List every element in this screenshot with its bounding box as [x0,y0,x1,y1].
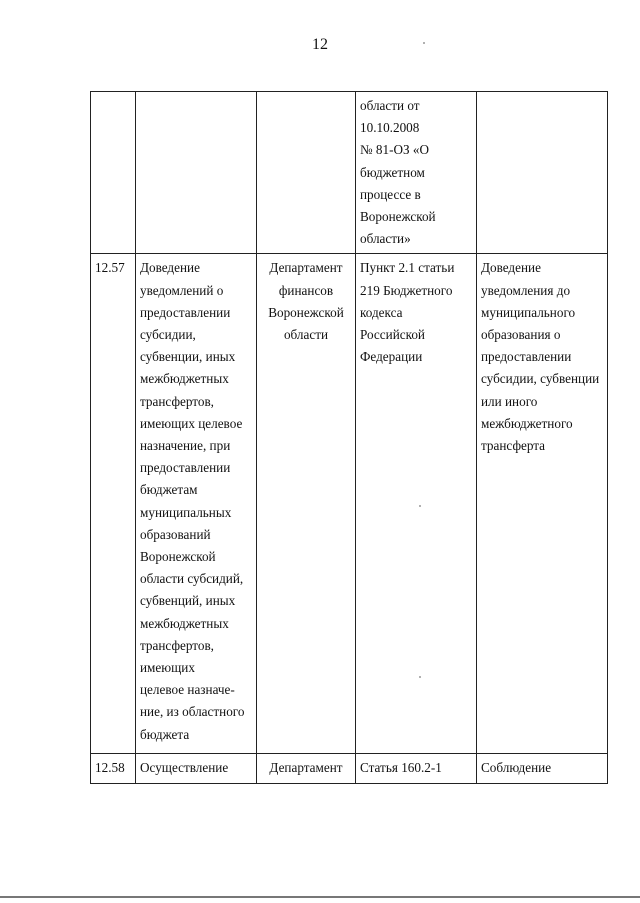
cell-text-line: предоставлении [140,304,231,320]
cell-text-line: назначение, при [140,438,231,454]
scan-speck [423,42,425,44]
cell-text-line: имеющих [140,660,195,676]
cell-text-line: 10.10.2008 [360,120,420,136]
cell-department [257,92,356,254]
page-bottom-edge [0,896,640,898]
cell-text-line: муниципальных [140,504,232,520]
cell-text-line: Воронежской [360,209,436,225]
regulation-table [90,91,608,784]
cell-text-line: 219 Бюджетного [360,282,453,298]
cell-text-line: уведомления до [481,282,571,298]
cell-text-line: трансфертов, [140,393,214,409]
cell-text-line: № 81-ОЗ «О [360,142,430,158]
cell-legal-basis [356,754,477,783]
cell-text-line: Воронежской [268,304,344,320]
cell-department [257,254,356,754]
page-number: 12 [312,36,328,53]
cell-text-line: предоставлении [140,460,231,476]
cell-result [477,92,608,254]
cell-text-line: образований [140,526,211,542]
cell-text-line: трансферта [481,438,546,454]
cell-text-line: субвенции, иных [140,349,236,365]
cell-department [257,754,356,783]
cell-text-line: Департамент [269,260,343,276]
cell-text-line: Российской [360,327,425,343]
table-row-continued [91,92,608,254]
cell-text-line: трансфертов, [140,637,214,653]
cell-text-line: области от [360,98,420,113]
cell-legal-basis [356,92,477,254]
cell-text-line: области [283,327,329,343]
cell-num [91,92,136,254]
cell-text-line: Осуществление [140,760,229,776]
cell-text-line: области субсидий, [140,571,244,587]
cell-text-line: Доведение [481,260,541,276]
cell-num: 12.58 [91,754,136,783]
cell-result [477,254,608,754]
cell-text-line: имеющих целевое [140,415,243,431]
cell-text-line: межбюджетных [140,615,229,631]
cell-text-line: уведомлений о [140,282,224,298]
cell-text-line: бюджетном [360,164,425,180]
cell-text-line: образования о [481,327,561,343]
cell-text-line: субвенций, иных [140,593,236,609]
cell-text-line: ние, из областного [140,704,245,720]
cell-text-line: финансов [278,282,334,298]
cell-text-line: субсидии, субвенции [481,371,600,387]
scan-speck [419,676,421,678]
cell-legal-basis [356,254,477,754]
cell-description [136,92,257,254]
cell-text-line: области» [360,231,411,247]
cell-text-line: межбюджетных [140,371,229,387]
cell-result [477,754,608,783]
scan-speck [419,505,421,507]
cell-text-line: Федерации [360,349,423,365]
cell-text-line: Департамент [269,760,343,776]
cell-text-line: целевое назначе- [140,682,235,698]
cell-text-line: Статья 160.2-1 [360,760,442,776]
cell-text-line: бюджета [140,726,190,742]
cell-text-line: Воронежской [140,549,216,565]
table-row [91,254,608,754]
cell-text-line: Доведение [140,260,200,276]
cell-num: 12.57 [91,254,136,754]
cell-description [136,754,257,783]
cell-text-line: муниципального [481,304,576,320]
cell-text-line: Соблюдение [481,760,552,776]
table-row [91,754,608,783]
cell-text-line: предоставлении [481,349,572,365]
cell-text-line: бюджетам [140,482,198,498]
cell-text-line: Пункт 2.1 статьи [360,260,455,276]
cell-text-line: или иного [481,393,538,409]
cell-text-line: кодекса [360,304,403,320]
cell-text-line: межбюджетного [481,415,573,431]
cell-text-line: субсидии, [140,327,196,343]
cell-description [136,254,257,754]
cell-text-line: процессе в [360,186,421,202]
